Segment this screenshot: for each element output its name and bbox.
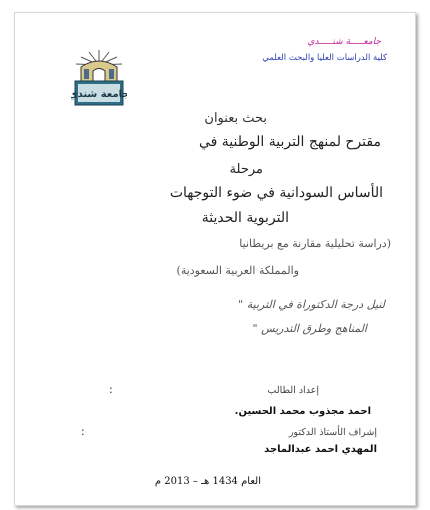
supervisor-label: إشراف الأستاذ الدكتور [288,427,377,438]
degree-line-1: لنيل درجة الدكتوراة في التربية " [238,298,385,311]
title-line-4: التربوية الحديثة [201,210,289,226]
prepared-by-label: إعداد الطالب [267,385,319,396]
study-line-1: (دراسة تحليلية مقارنة مع بريطانيا [239,237,391,250]
supervisor-colon: : [81,425,85,438]
university-logo [71,47,127,107]
degree-line-2: المناهج وطرق التدريس " [252,322,367,335]
college-name: كلية الدراسات العليا والبحث العلمي [262,53,387,63]
title-line-3: الأساس السودانية في ضوء التوجهات [169,185,383,201]
university-seal-icon [71,47,127,107]
academic-year: العام 1434 هـ – 2013 م [154,476,261,487]
student-name: احمد مجذوب محمد الحسين. [234,406,371,417]
document-heading: بحث بعنوان [204,111,267,126]
university-name: جامعـــــة شنـــــدي [307,37,381,47]
study-line-2: والمملكة العربية السعودية) [176,264,299,277]
title-line-1: مقترح لمنهج التربية الوطنية في [198,134,381,150]
document-page [14,12,416,506]
logo-text: جامعة شندي [71,89,127,100]
prepared-by-colon: : [109,383,113,396]
supervisor-name: المهدي احمد عبدالماجد [264,444,377,455]
title-line-2: مرحلة [229,162,263,177]
